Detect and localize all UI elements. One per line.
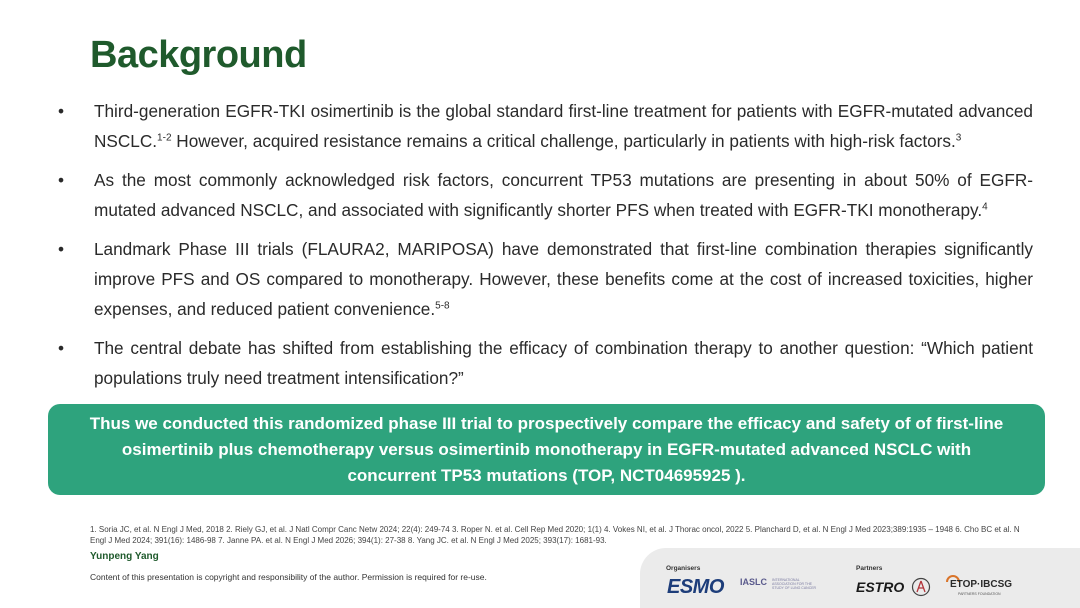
study-aim-callout bbox=[48, 404, 1045, 495]
slide-title: Background bbox=[90, 34, 307, 76]
bullet-text: Third-generation EGFR-TKI osimertinib is the global standard first-line treatment for patients with EGFR-mutated advanced NSCLC. bbox=[94, 101, 1033, 151]
author-name: Yunpeng Yang bbox=[90, 551, 159, 562]
bullet-text: However, acquired resistance remains a critical challenge, particularly in patients with high-risk factors. bbox=[171, 131, 956, 151]
citation-superscript: 3 bbox=[955, 132, 962, 144]
partner-emblem-icon bbox=[911, 577, 931, 597]
bullet-item bbox=[58, 165, 1033, 225]
bullet-item bbox=[58, 333, 1033, 393]
bullet-text: As the most commonly acknowledged risk factors, concurrent TP53 mutations are presenting in about 50% of EGFR-mutated advanced NSCLC, and associated with significantly shorter PFS when treated with EGFR-TKI monotherapy. bbox=[94, 170, 1033, 220]
iaslc-logo: IASLC bbox=[740, 577, 767, 587]
bullet-item bbox=[58, 234, 1033, 324]
callout-text: Thus we conducted this randomized phase III trial to prospectively compare the efficacy and safety of of first-line osimertinib plus chemotherapy versus osimertinib monotherapy in EGFR-mutated advanced NSCLC with concurrent TP53 mutations (TOP, NCT04695925 ). bbox=[89, 413, 1004, 485]
bullet-text: The central debate has shifted from establishing the efficacy of combination therapy to another question: “Which patient populations truly need treatment intensification?” bbox=[94, 338, 1033, 388]
bullet-list bbox=[58, 96, 1033, 402]
etop-tagline: PARTNERS FOUNDATION bbox=[958, 592, 1001, 596]
esmo-logo: ESMO bbox=[667, 576, 724, 598]
bullet-marker: • bbox=[58, 338, 65, 358]
iaslc-tagline: INTERNATIONAL ASSOCIATION FOR THE STUDY OF LUNG CANCER bbox=[772, 578, 817, 590]
estro-logo: ESTRO bbox=[856, 579, 905, 595]
references: 1. Soria JC, et al. N Engl J Med, 2018 2. Riely GJ, et al. J Natl Compr Canc Netw 2024; 22(4): 249-74 3. Roper N. et al. Cell Rep Med 2020; 1(1) 4. Vokes NI, et al. J Thorac oncol, 2022 5. Planchard D, et al. N Engl J Med 2023;389:1935 – 1948 6. Cho BC et al. N Engl J Med 2024; 391(16): 1486-98 7. Janne PA. et al. N Engl J Med 2026; 394(1): 27-38 8. Yang JC. et al. N Engl J Med 2025; 393(17): 1681-93. bbox=[90, 525, 1020, 545]
bullet-text: Landmark Phase III trials (FLAURA2, MARIPOSA) have demonstrated that first-line combination therapies significantly improve PFS and OS compared to monotherapy. However, these benefits come at the cost of increased toxicities, higher expenses, and reduced patient convenience. bbox=[94, 239, 1033, 319]
partners-label: Partners bbox=[856, 565, 883, 572]
copyright-notice: Content of this presentation is copyright and responsibility of the author. Permission is required for re-use. bbox=[90, 572, 487, 582]
bullet-marker: • bbox=[58, 170, 65, 190]
bullet-marker: • bbox=[58, 239, 65, 259]
organisers-label: Organisers bbox=[666, 565, 701, 572]
etop-ibcsg-logo: ETOP·IBCSG bbox=[950, 579, 1013, 590]
bullet-item bbox=[58, 96, 1033, 156]
citation-superscript: 5-8 bbox=[435, 300, 450, 312]
bullet-marker: • bbox=[58, 101, 65, 121]
citation-superscript: 4 bbox=[982, 201, 988, 213]
citation-superscript: 1-2 bbox=[157, 132, 172, 144]
